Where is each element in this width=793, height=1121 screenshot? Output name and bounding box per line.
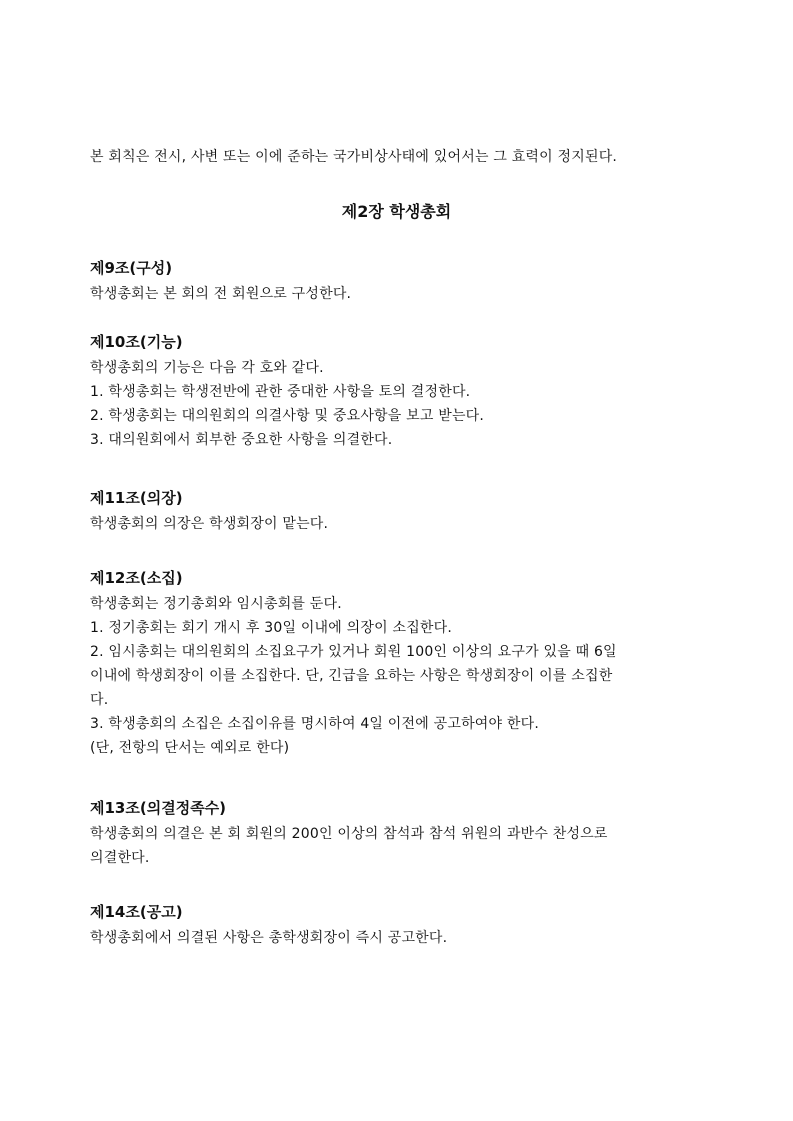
article-line: 의결한다.	[90, 850, 150, 866]
chapter-title: 제2장 학생총회	[341, 202, 452, 221]
article-title: 제12조(소집)	[90, 569, 183, 587]
article-14	[90, 901, 730, 950]
article-line: 3. 학생총회의 소집은 소집이유를 명시하여 4일 이전에 공고하여야 한다.	[90, 716, 539, 732]
article-title: 제14조(공고)	[90, 903, 183, 921]
article-11	[90, 487, 730, 536]
article-line: 학생총회는 본 회의 전 회원으로 구성한다.	[90, 286, 352, 302]
article-line: 3. 대의원회에서 회부한 중요한 사항을 의결한다.	[90, 432, 393, 448]
article-line: 학생총회는 정기총회와 임시총회를 둔다.	[90, 596, 342, 612]
article-line: 2. 임시총회는 대의원회의 소집요구가 있거나 회원 100인 이상의 요구가 있을 때 6일	[90, 644, 617, 660]
article-line: 1. 정기총회는 회기 개시 후 30일 이내에 의장이 소집한다.	[90, 620, 453, 636]
article-13	[90, 797, 730, 870]
article-title: 제13조(의결정족수)	[90, 799, 227, 817]
article-line: 2. 학생총회는 대의원회의 의결사항 및 중요사항을 보고 받는다.	[90, 408, 485, 424]
article-line: 다.	[90, 692, 109, 708]
article-line: (단, 전항의 단서는 예외로 한다)	[90, 740, 290, 756]
article-line: 학생총회의 의장은 학생회장이 맡는다.	[90, 516, 329, 532]
intro-paragraph: 본 회칙은 전시, 사변 또는 이에 준하는 국가비상사태에 있어서는 그 효력이 정지된다.	[90, 149, 618, 165]
article-9	[90, 257, 730, 306]
article-10	[90, 331, 730, 452]
article-line: 학생총회의 의결은 본 회 회원의 200인 이상의 참석과 참석 위원의 과반수 찬성으로	[90, 826, 608, 842]
article-line: 학생총회의 기능은 다음 각 호와 같다.	[90, 360, 324, 376]
article-line: 학생총회에서 의결된 사항은 총학생회장이 즉시 공고한다.	[90, 930, 448, 946]
article-title: 제11조(의장)	[90, 489, 183, 507]
article-line: 1. 학생총회는 학생전반에 관한 중대한 사항을 토의 결정한다.	[90, 384, 471, 400]
article-12	[90, 567, 730, 760]
article-line: 이내에 학생회장이 이를 소집한다. 단, 긴급을 요하는 사항은 학생회장이 이를 소집한	[90, 668, 613, 684]
article-title: 제9조(구성)	[90, 259, 173, 277]
article-title: 제10조(기능)	[90, 333, 183, 351]
